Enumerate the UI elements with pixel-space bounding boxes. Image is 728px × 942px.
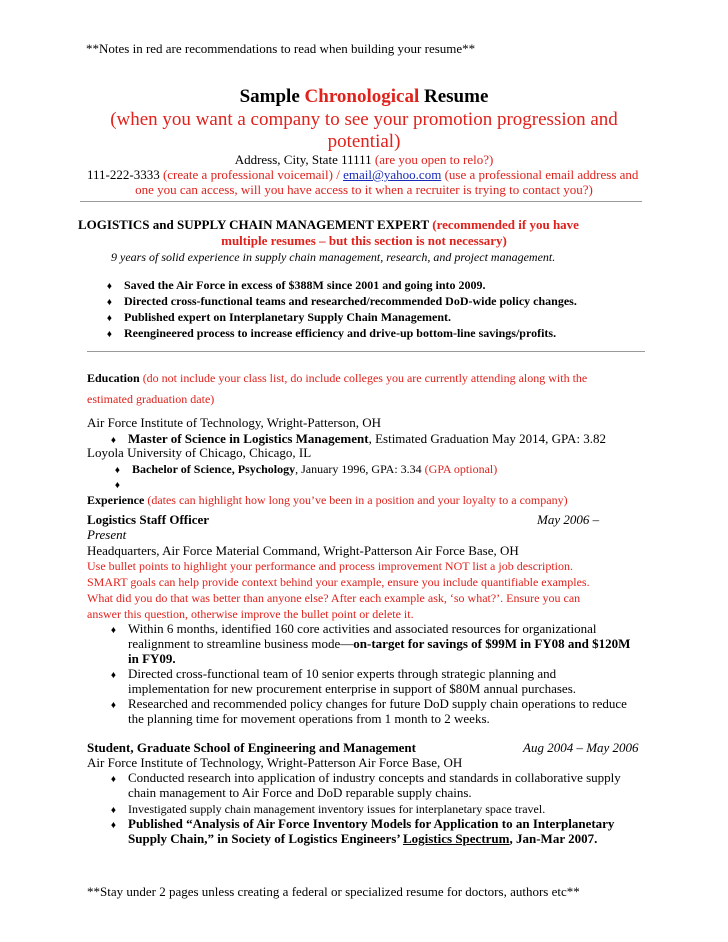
degree-1-name: Master of Science in Logistics Management bbox=[128, 431, 369, 446]
diamond-bullet-icon: ♦ bbox=[106, 281, 112, 292]
job-2-bullet-cont bbox=[128, 831, 597, 847]
school-1: Air Force Institute of Technology, Wright-Patterson, OH bbox=[87, 415, 382, 430]
job-1-title: Logistics Staff Officer bbox=[87, 512, 210, 527]
divider bbox=[80, 201, 642, 202]
title-word: Resume bbox=[419, 86, 489, 107]
bullet-text: Investigated supply chain management inventory issues for interplanetary space travel. bbox=[128, 802, 546, 816]
degree-2 bbox=[98, 461, 497, 479]
address: Address, City, State 11111 bbox=[234, 152, 375, 167]
phone: 111-222-3333 bbox=[87, 167, 163, 182]
bullet-text: Published “Analysis of Air Force Inventory Models for Application to an Interplanetary bbox=[128, 816, 615, 831]
summary-heading-note-2: multiple resumes – but this section is not necessary) bbox=[221, 233, 507, 248]
title-word: Sample bbox=[239, 86, 305, 107]
summary-bullet-text: Reengineered process to increase efficiency and drive-up bottom-line savings/profits. bbox=[124, 326, 557, 340]
diamond-bullet-icon: ♦ bbox=[110, 625, 116, 636]
address-note: (are you open to relo?) bbox=[374, 152, 494, 167]
diamond-bullet-icon: ♦ bbox=[106, 329, 112, 340]
degree-1-details: , Estimated Graduation May 2014, GPA: 3.82 bbox=[368, 431, 607, 446]
degree-2-note: (GPA optional) bbox=[424, 462, 498, 476]
job-1-dates: May 2006 – bbox=[537, 512, 600, 527]
job-2-title: Student, Graduate School of Engineering and Management bbox=[87, 740, 416, 755]
diamond-bullet-icon: ♦ bbox=[106, 297, 112, 308]
job-1-org: Headquarters, Air Force Material Command, Wright-Patterson Air Force Base, OH bbox=[87, 543, 519, 558]
address-line bbox=[0, 152, 728, 168]
email-link[interactable]: email@yahoo.com bbox=[343, 167, 442, 182]
bullet-text: Within 6 months, identified 160 core activities and associated resources for organizational bbox=[128, 621, 597, 636]
job-1-note: answer this question, otherwise improve the bullet point or delete it. bbox=[87, 607, 414, 621]
summary-tagline: 9 years of solid experience in supply chain management, research, and project management. bbox=[111, 250, 556, 264]
bullet-highlight: on-target for savings of $99M in FY08 and $120M bbox=[353, 636, 631, 651]
education-heading-text: Education bbox=[87, 371, 140, 385]
degree-2-details: , January 1996, GPA: 3.34 bbox=[295, 462, 425, 476]
job-1-bullet-cont bbox=[128, 636, 630, 652]
bottom-note: **Stay under 2 pages unless creating a federal or specialized resume for doctors, authors etc** bbox=[87, 884, 580, 899]
job-1-bullet-cont: implementation for new procurement enterprise in support of $80M annual purchases. bbox=[128, 681, 577, 696]
email-note: (use a professional email address and bbox=[441, 167, 639, 182]
job-1-bullet-cont: the planning time for movement operations from 1 month to 2 weeks. bbox=[128, 711, 490, 726]
divider bbox=[87, 351, 645, 352]
experience-note: (dates can highlight how long you’ve been in a position and your loyalty to a company) bbox=[144, 493, 568, 507]
diamond-bullet-icon: ♦ bbox=[106, 313, 112, 324]
diamond-bullet-icon: ♦ bbox=[110, 820, 116, 831]
summary-bullet-text: Saved the Air Force in excess of $388M since 2001 and going into 2009. bbox=[124, 278, 486, 292]
summary-heading-text: LOGISTICS and SUPPLY CHAIN MANAGEMENT EXPERT bbox=[78, 217, 433, 232]
job-2-dates: Aug 2004 – May 2006 bbox=[523, 740, 639, 755]
degree-2-name: Bachelor of Science, Psychology bbox=[132, 462, 296, 476]
job-1-note: Use bullet points to highlight your performance and process improvement NOT list a job description. bbox=[87, 559, 574, 573]
job-1-bullet-cont: in FY09. bbox=[128, 651, 176, 666]
bullet-text: , Jan-Mar 2007. bbox=[509, 831, 598, 846]
bullet-text: Researched and recommended policy changes for future DoD supply chain operations to reduce bbox=[128, 696, 627, 711]
publication-name: Logistics Spectrum bbox=[402, 831, 510, 846]
experience-heading bbox=[87, 492, 568, 508]
subtitle-line-1: (when you want a company to see your promotion progression and bbox=[110, 109, 618, 130]
job-1-dates-cont: Present bbox=[87, 527, 127, 542]
bullet-text: Conducted research into application of industry concepts and standards in collaborative supply bbox=[128, 770, 621, 785]
job-1-note: What did you do that was better than anyone else? After each example ask, ‘so what?’. Ensure you can bbox=[87, 591, 581, 605]
school-2: Loyola University of Chicago, Chicago, IL bbox=[87, 445, 312, 460]
diamond-bullet-icon: ♦ bbox=[110, 700, 116, 711]
education-note-2: estimated graduation date) bbox=[87, 392, 215, 406]
page-title bbox=[0, 86, 728, 108]
bullet-text: realignment to streamline business mode— bbox=[128, 636, 354, 651]
contact-note-line: one you can access, will you have access to it when a recruiter is trying to contact you?) bbox=[135, 182, 593, 197]
bullet-text: Supply Chain,” in Society of Logistics Engineers’ bbox=[128, 831, 403, 846]
phone-note: (create a professional voicemail) / bbox=[162, 167, 344, 182]
top-note: **Notes in red are recommendations to read when building your resume** bbox=[86, 41, 476, 56]
diamond-bullet-icon: ♦ bbox=[114, 480, 120, 491]
job-2-org: Air Force Institute of Technology, Wright-Patterson Air Force Base, OH bbox=[87, 755, 463, 770]
bullet-text: Directed cross-functional team of 10 senior experts through strategic planning and bbox=[128, 666, 557, 681]
title-highlight: Chronological bbox=[304, 86, 420, 107]
summary-bullet-text: Directed cross-functional teams and researched/recommended DoD-wide policy changes. bbox=[124, 294, 577, 308]
job-1-note: SMART goals can help provide context behind your example, ensure you include quantifiable examples. bbox=[87, 575, 590, 589]
summary-bullet bbox=[90, 325, 556, 343]
diamond-bullet-icon: ♦ bbox=[114, 465, 120, 476]
diamond-bullet-icon: ♦ bbox=[110, 435, 116, 446]
subtitle-line-2: potential) bbox=[327, 131, 401, 152]
diamond-bullet-icon: ♦ bbox=[110, 670, 116, 681]
summary-bullet-text: Published expert on Interplanetary Supply Chain Management. bbox=[124, 310, 452, 324]
education-note: (do not include your class list, do include colleges you are currently attending along with the bbox=[139, 371, 588, 385]
job-2-bullet-cont: chain management to Air Force and DoD reparable supply chains. bbox=[128, 785, 472, 800]
phone-line bbox=[87, 167, 638, 183]
diamond-bullet-icon: ♦ bbox=[110, 805, 116, 816]
education-heading bbox=[87, 370, 587, 386]
summary-heading-note: (recommended if you have bbox=[432, 217, 579, 232]
summary-heading bbox=[78, 217, 579, 233]
diamond-bullet-icon: ♦ bbox=[110, 774, 116, 785]
experience-heading-text: Experience bbox=[87, 493, 145, 507]
